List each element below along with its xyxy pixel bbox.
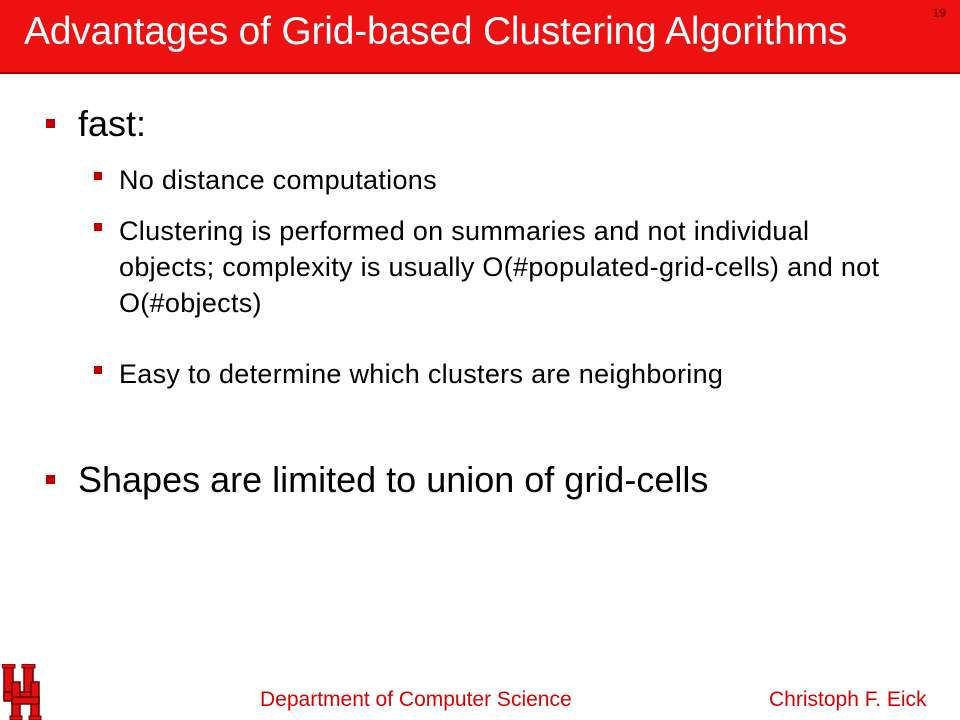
bullet-text: fast: [78,103,147,144]
slide-title: Advantages of Grid-based Clustering Algorithms [24,10,848,53]
square-bullet-icon [94,172,102,180]
slide-number: 19 [932,6,946,20]
square-bullet-icon [94,366,102,374]
bullet-fast [46,104,146,144]
footer-author: Christoph F. Eick [769,688,927,711]
footer-department: Department of Computer Science [260,688,572,711]
square-bullet-icon [46,119,55,128]
square-bullet-icon [46,475,55,484]
bullet-neighboring [94,356,774,392]
bullet-no-distance [94,162,437,198]
bullet-text: No distance computations [119,165,437,195]
bullet-text: Easy to determine which clusters are neighboring [119,359,724,389]
title-bar [0,0,960,74]
bullet-shapes [46,460,708,500]
bullet-text: Shapes are limited to union of grid-cells [78,459,709,500]
square-bullet-icon [94,223,102,231]
bullet-text: Clustering is performed on summaries and not individual objects; complexity is usually O(#populated-grid-cells) and not O(#objects) [119,216,880,318]
uh-logo-icon [2,664,42,720]
bullet-summaries [94,213,894,321]
